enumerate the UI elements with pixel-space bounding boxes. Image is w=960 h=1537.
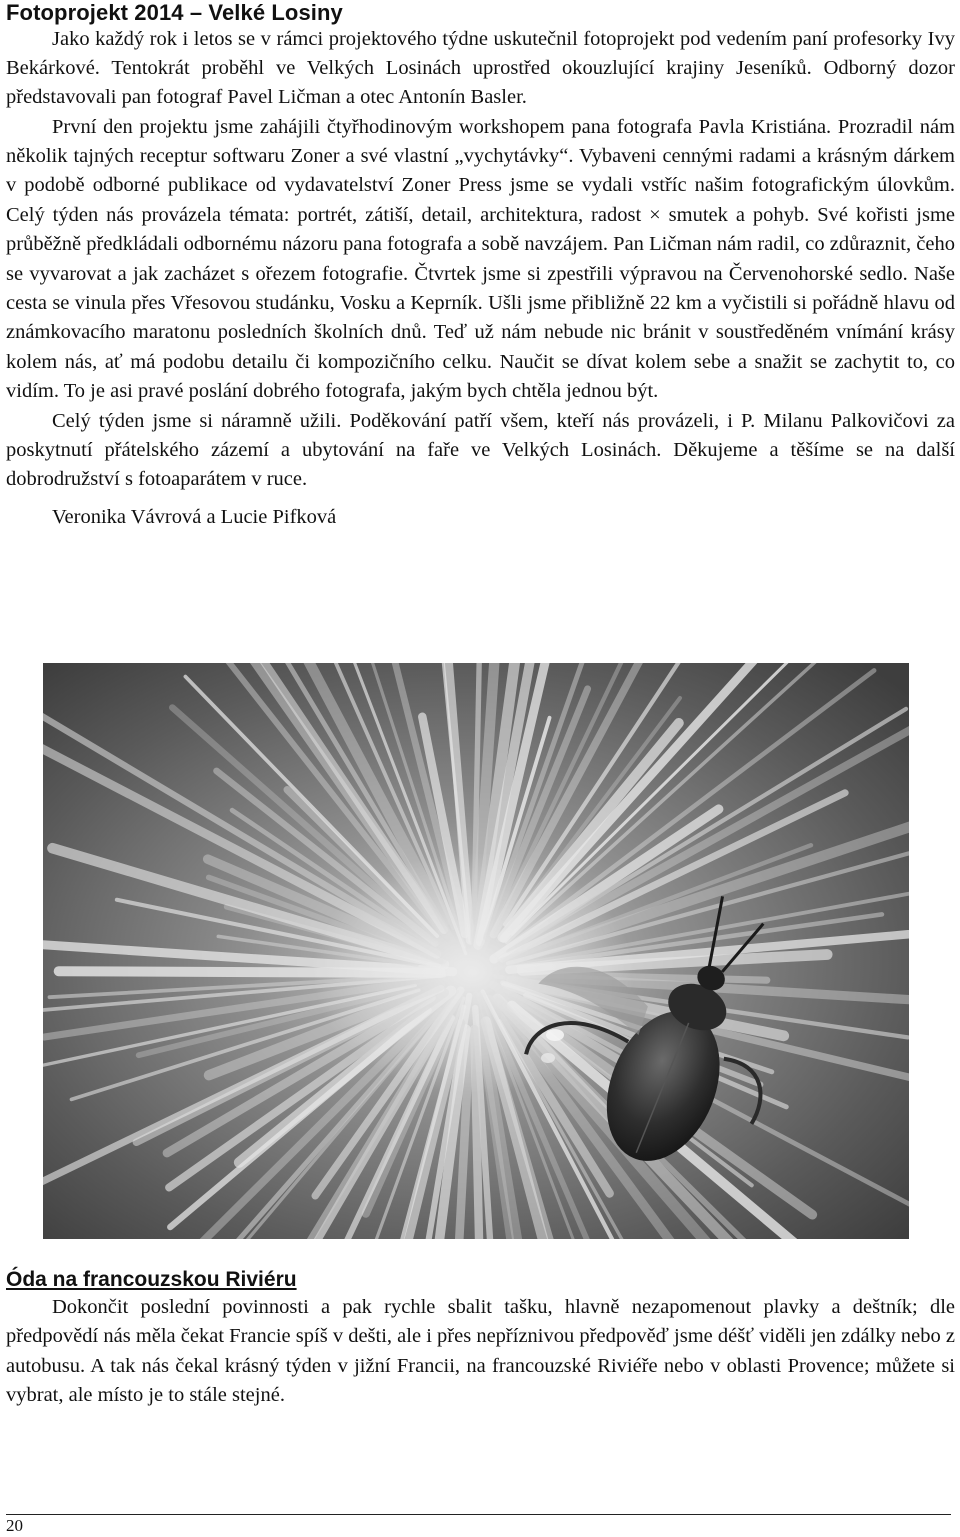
article-title: Fotoprojekt 2014 – Velké Losiny <box>6 0 343 25</box>
article-signature: Veronika Vávrová a Lucie Pifková <box>52 505 337 528</box>
article-riviera <box>6 1293 955 1411</box>
article-paragraph-2: První den projektu jsme zahájili čtyřhodinovým workshopem pana fotografa Pavla Kristiána. Prozradil nám několik tajných receptur softwaru Zoner a své vlastní „vychytávky“. Vybaveni cennými radami a krásným dárkem v podobě odborné publikace od vydavatelství Zoner Press jsme se vydali vstříc našim fotografickým úlovkům. Celý týden nás provázela témata: portrét, zátiší, detail, architektura, radost × smutek a pohyb. Své kořisti jsme průběžně předkládali odbornému názoru pana fotografa a sobě navzájem. Pan Ličman nám radil, co zdůraznit, čeho se vyvarovat a jak zacházet s ořezem fotografie. Čtvrtek jsme si zpestřili výpravou na Červenohorské sedlo. Naše cesta se vinula přes Vřesovou studánku, Vosku a Keprník. Ušli jsme přibližně 22 km a vyčistili si pořádně hlavu od známkovacího maratonu posledních školních dnů. Teď už nám nebude nic bránit v soustředěném vnímání krásy kolem nás, ať má podobu detailu či kompozičního celku. Naučit se dívat kolem sebe a snažit se zachytit to, co vidím. To je asi pravé poslání dobrého fotografa, jakým bych chtěla jednou být. <box>6 115 955 403</box>
article-title-riviera: Óda na francouzskou Riviéru <box>6 1268 297 1291</box>
beetle-photo <box>43 663 909 1239</box>
footer-divider <box>6 1514 951 1515</box>
article-paragraph-3: Celý týden jsme si náramně užili. Poděkování patří všem, kteří nás provázeli, i P. Milanu Palkovičovi za poskytnutí přátelského zázemí a ubytování na faře ve Velkých Losinách. Děkujeme a těšíme se na další dobrodružství s fotoaparátem v ruce. <box>6 409 955 491</box>
article-riviera-paragraph: Dokončit poslední povinnosti a pak rychle sbalit tašku, hlavně nezapomenout plavky a deštník; dle předpovědí nás měla čekat Francie spíš v dešti, ale i přes nepříznivou předpověď jsme déšť viděli jen zdálky nebo z autobusu. A tak nás čekal krásný týden v jižní Francii, na francouzské Riviéře nebo v oblasti Provence; můžete si vybrat, ale místo je to stále stejné. <box>6 1296 955 1407</box>
beetle-on-pine-needles-photo-icon <box>43 663 909 1239</box>
article-fotoprojekt <box>6 0 955 532</box>
article-paragraph-1: Jako každý rok i letos se v rámci projektového týdne uskutečnil fotoprojekt pod vedením paní profesorky Ivy Bekárkové. Tentokrát proběhl ve Velkých Losinách uprostřed okouzlující krajiny Jeseníků. Odborný dozor představovali pan fotograf Pavel Ličman a otec Antonín Basler. <box>6 28 955 109</box>
page-number: 20 <box>6 1516 23 1535</box>
